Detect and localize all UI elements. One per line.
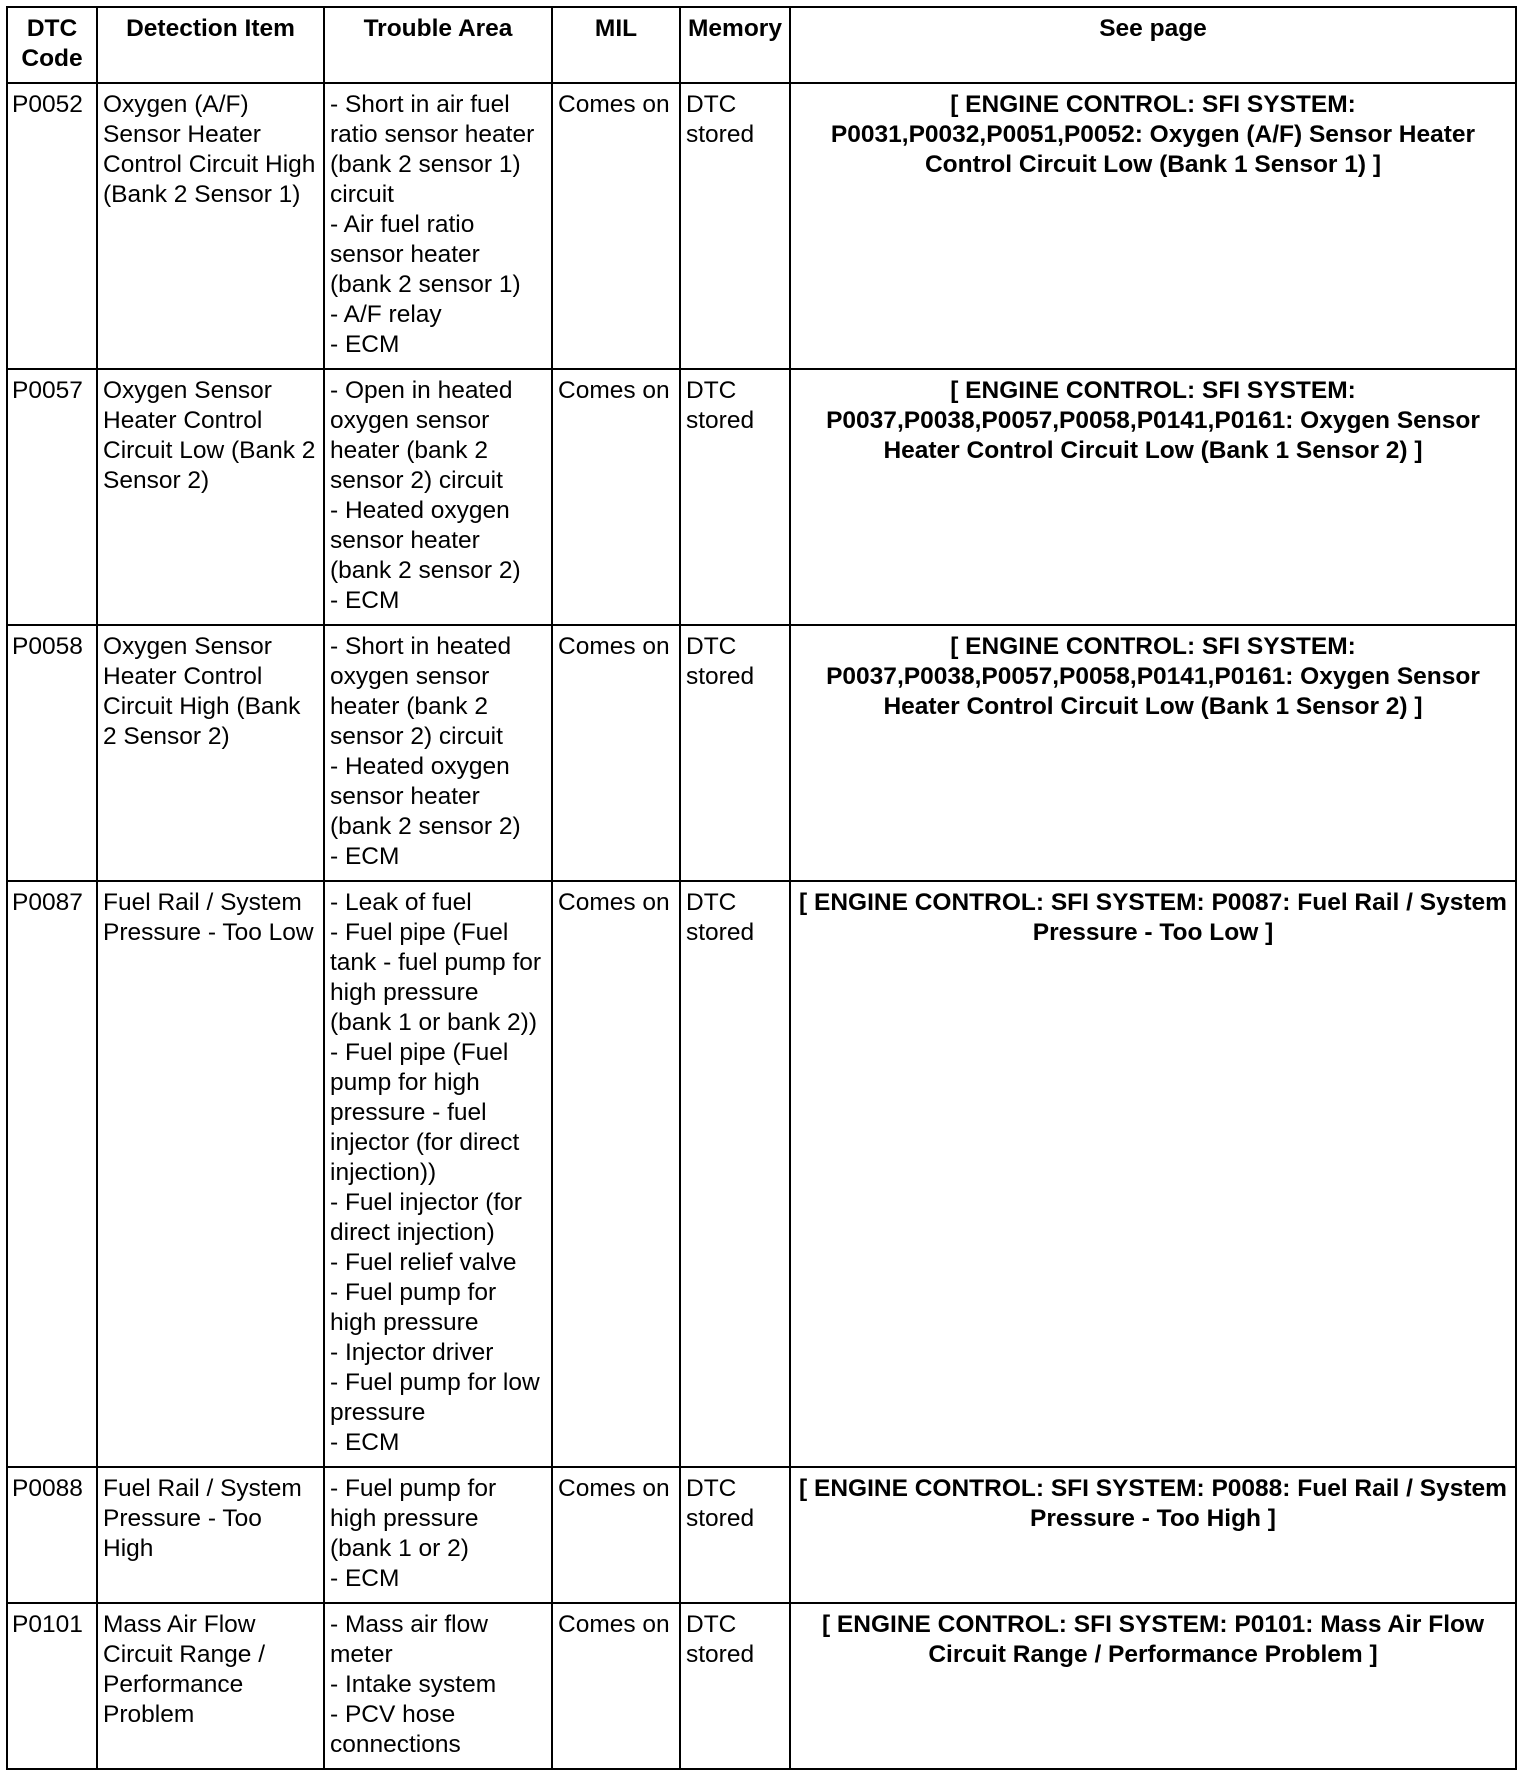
mil-cell: Comes on bbox=[552, 881, 680, 1467]
see-page-link: [ ENGINE CONTROL: SFI SYSTEM: P0037,P0038,P0057,P0058,P0141,P0161: Oxygen Sensor Heater Control Circuit Low (Bank 1 Sensor 2) ] bbox=[790, 369, 1516, 625]
memory-cell: DTC stored bbox=[680, 881, 790, 1467]
trouble-area-line: - ECM bbox=[330, 587, 400, 614]
see-page-link: [ ENGINE CONTROL: SFI SYSTEM: P0088: Fuel Rail / System Pressure - Too High ] bbox=[790, 1467, 1516, 1603]
trouble-area-cell bbox=[324, 1467, 552, 1603]
table-header bbox=[7, 7, 1516, 83]
detection-item-cell: Fuel Rail / System Pressure - Too Low bbox=[97, 881, 324, 1467]
dtc-code-cell: P0057 bbox=[7, 369, 97, 625]
see-page-link: [ ENGINE CONTROL: SFI SYSTEM: P0101: Mass Air Flow Circuit Range / Performance Problem ] bbox=[790, 1603, 1516, 1769]
trouble-area-line: - Short in air fuel ratio sensor heater (bank 2 sensor 1) circuit bbox=[330, 91, 535, 208]
see-page-link: [ ENGINE CONTROL: SFI SYSTEM: P0087: Fuel Rail / System Pressure - Too Low ] bbox=[790, 881, 1516, 1467]
trouble-area-line: - Fuel pipe (Fuel tank - fuel pump for high pressure (bank 1 or bank 2)) bbox=[330, 919, 542, 1036]
trouble-area-cell bbox=[324, 1603, 552, 1769]
trouble-area-line: - Injector driver bbox=[330, 1339, 494, 1366]
trouble-area-line: - ECM bbox=[330, 331, 400, 358]
header-memory: Memory bbox=[680, 7, 790, 83]
dtc-code-cell: P0087 bbox=[7, 881, 97, 1467]
trouble-area-line: - Mass air flow meter bbox=[330, 1611, 488, 1668]
dtc-code-cell: P0058 bbox=[7, 625, 97, 881]
detection-item-cell: Oxygen Sensor Heater Control Circuit Low (Bank 2 Sensor 2) bbox=[97, 369, 324, 625]
header-see-page: See page bbox=[790, 7, 1516, 83]
detection-item-cell: Oxygen (A/F) Sensor Heater Control Circuit High (Bank 2 Sensor 1) bbox=[97, 83, 324, 369]
trouble-area-line: - Leak of fuel bbox=[330, 889, 472, 916]
memory-cell: DTC stored bbox=[680, 83, 790, 369]
trouble-area-line: - Intake system bbox=[330, 1671, 497, 1698]
mil-cell: Comes on bbox=[552, 1603, 680, 1769]
header-detection-item: Detection Item bbox=[97, 7, 324, 83]
detection-item-cell: Fuel Rail / System Pressure - Too High bbox=[97, 1467, 324, 1603]
trouble-area-line: - Air fuel ratio sensor heater (bank 2 sensor 1) bbox=[330, 211, 521, 298]
trouble-area-cell bbox=[324, 881, 552, 1467]
header-dtc-code: DTC Code bbox=[7, 7, 97, 83]
trouble-area-line: - Heated oxygen sensor heater (bank 2 sensor 2) bbox=[330, 753, 521, 840]
mil-cell: Comes on bbox=[552, 625, 680, 881]
detection-item-cell: Mass Air Flow Circuit Range / Performance Problem bbox=[97, 1603, 324, 1769]
header-mil: MIL bbox=[552, 7, 680, 83]
see-page-link: [ ENGINE CONTROL: SFI SYSTEM: P0037,P0038,P0057,P0058,P0141,P0161: Oxygen Sensor Heater Control Circuit Low (Bank 1 Sensor 2) ] bbox=[790, 625, 1516, 881]
memory-cell: DTC stored bbox=[680, 369, 790, 625]
trouble-area-cell bbox=[324, 83, 552, 369]
trouble-area-line: - PCV hose connections bbox=[330, 1701, 461, 1758]
trouble-area-cell bbox=[324, 625, 552, 881]
trouble-area-line: - ECM bbox=[330, 1565, 400, 1592]
header-trouble-area: Trouble Area bbox=[324, 7, 552, 83]
table-row bbox=[7, 83, 1516, 369]
memory-cell: DTC stored bbox=[680, 1467, 790, 1603]
see-page-link: [ ENGINE CONTROL: SFI SYSTEM: P0031,P0032,P0051,P0052: Oxygen (A/F) Sensor Heater Control Circuit Low (Bank 1 Sensor 1) ] bbox=[790, 83, 1516, 369]
mil-cell: Comes on bbox=[552, 369, 680, 625]
header-row bbox=[7, 7, 1516, 83]
trouble-area-line: - Fuel injector (for direct injection) bbox=[330, 1189, 522, 1246]
memory-cell: DTC stored bbox=[680, 625, 790, 881]
dtc-table bbox=[6, 6, 1517, 1770]
table-row bbox=[7, 1467, 1516, 1603]
trouble-area-line: - Open in heated oxygen sensor heater (bank 2 sensor 2) circuit bbox=[330, 377, 513, 494]
trouble-area-line: - Fuel relief valve bbox=[330, 1249, 517, 1276]
trouble-area-line: - Fuel pump for low pressure bbox=[330, 1369, 540, 1426]
trouble-area-cell bbox=[324, 369, 552, 625]
trouble-area-line: - Heated oxygen sensor heater (bank 2 sensor 2) bbox=[330, 497, 521, 584]
trouble-area-line: - Fuel pipe (Fuel pump for high pressure - fuel injector (for direct injection)) bbox=[330, 1039, 520, 1186]
table-row bbox=[7, 625, 1516, 881]
table-body bbox=[7, 83, 1516, 1769]
dtc-code-cell: P0052 bbox=[7, 83, 97, 369]
table-row bbox=[7, 881, 1516, 1467]
trouble-area-line: - Fuel pump for high pressure (bank 1 or 2) bbox=[330, 1475, 497, 1562]
table-row bbox=[7, 369, 1516, 625]
mil-cell: Comes on bbox=[552, 83, 680, 369]
trouble-area-line: - Short in heated oxygen sensor heater (bank 2 sensor 2) circuit bbox=[330, 633, 512, 750]
trouble-area-line: - A/F relay bbox=[330, 301, 442, 328]
memory-cell: DTC stored bbox=[680, 1603, 790, 1769]
trouble-area-line: - ECM bbox=[330, 843, 400, 870]
table-row bbox=[7, 1603, 1516, 1769]
dtc-code-cell: P0101 bbox=[7, 1603, 97, 1769]
trouble-area-line: - ECM bbox=[330, 1429, 400, 1456]
dtc-code-cell: P0088 bbox=[7, 1467, 97, 1603]
mil-cell: Comes on bbox=[552, 1467, 680, 1603]
detection-item-cell: Oxygen Sensor Heater Control Circuit High (Bank 2 Sensor 2) bbox=[97, 625, 324, 881]
trouble-area-line: - Fuel pump for high pressure bbox=[330, 1279, 497, 1336]
